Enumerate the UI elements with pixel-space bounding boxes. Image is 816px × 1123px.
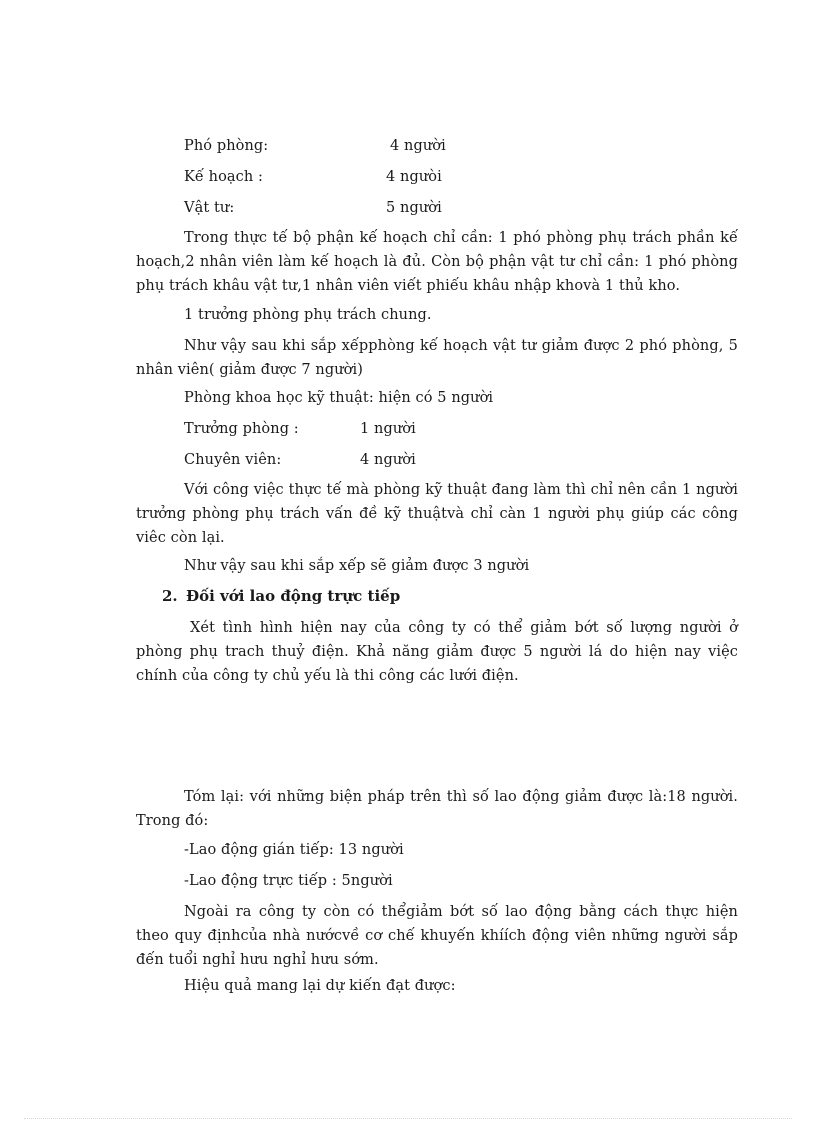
tech-row-head-role: Trưởng phòng : (184, 421, 299, 437)
tech-row-head-count: 1 người (360, 421, 416, 437)
section-number: 2. (162, 587, 178, 605)
paragraph-plan: Trong thực tế bộ phận kế hoạch chỉ cần: 1 phó phòng phụ trách phần kế hoạch,2 nhân viên làm kế hoạch là đủ. Còn bộ phận vật tư chỉ cần: 1 phó phòng phụ trách khâu vật tư,1 nhân viên viết phiếu khâu nhập khovà 1 thủ kho. (136, 230, 738, 294)
staff-row-supplies-count: 5 người (386, 200, 442, 216)
summary-item-indirect: -Lao động gián tiếp: 13 người (184, 842, 404, 858)
paragraph-direct: Xét tình hình hiện nay của công ty có thể giảm bớt số lượng người ở phòng phụ trach thuỷ điện. Khả năng giảm được 5 người lá do hiện nay việc chính của công ty chủ yếu là thi công các lưới điện. (136, 620, 738, 684)
line-tech-dept: Phòng khoa học kỹ thuật: hiện có 5 người (184, 390, 494, 406)
tech-row-specialist-role: Chuyên viên: (184, 452, 282, 468)
staff-row-deputy-count: 4 người (390, 138, 446, 154)
staff-row-planning-role: Kế hoạch : (184, 169, 264, 185)
line-manager: 1 trưởng phòng phụ trách chung. (184, 307, 432, 323)
staff-row-supplies-role: Vật tư: (184, 200, 235, 216)
paragraph-retire: Ngoài ra công ty còn có thểgiảm bớt số lao động bằng cách thực hiện theo quy địnhcủa nhà nướcvề cơ chế khuyến khíích động viên những người sắp đến tuổi nghỉ hưu nghỉ hưu sớm. (136, 904, 738, 968)
page-bottom-rule (24, 1118, 792, 1119)
staff-row-planning-count: 4 ngưòi (386, 169, 442, 185)
section-heading (162, 587, 400, 605)
tech-row-specialist-count: 4 người (360, 452, 416, 468)
paragraph-reduce-plan: Như vậy sau khi sắp xếpphòng kế hoạch vật tư giảm được 2 phó phòng, 5 nhân viên( giảm được 7 người) (136, 338, 738, 378)
summary-item-direct: -Lao động trực tiếp : 5người (184, 873, 393, 889)
paragraph-summary: Tóm lại: với những biện pháp trên thì số lao động giảm được là:18 người. Trong đó: (136, 789, 738, 829)
line-effect: Hiệu quả mang lại dự kiến đạt được: (184, 978, 456, 994)
paragraph-tech: Với công việc thực tế mà phòng kỹ thuật đang làm thì chỉ nên cần 1 người trưởng phòng phụ trách vấn đề kỹ thuậtvà chỉ càn 1 người phụ giúp các công viêc còn lại. (136, 482, 738, 546)
staff-row-deputy-role: Phó phòng: (184, 138, 269, 154)
line-reduce-tech: Như vậy sau khi sắp xếp sẽ giảm được 3 người (184, 558, 530, 574)
section-title: Đối với lao động trực tiếp (186, 587, 401, 605)
